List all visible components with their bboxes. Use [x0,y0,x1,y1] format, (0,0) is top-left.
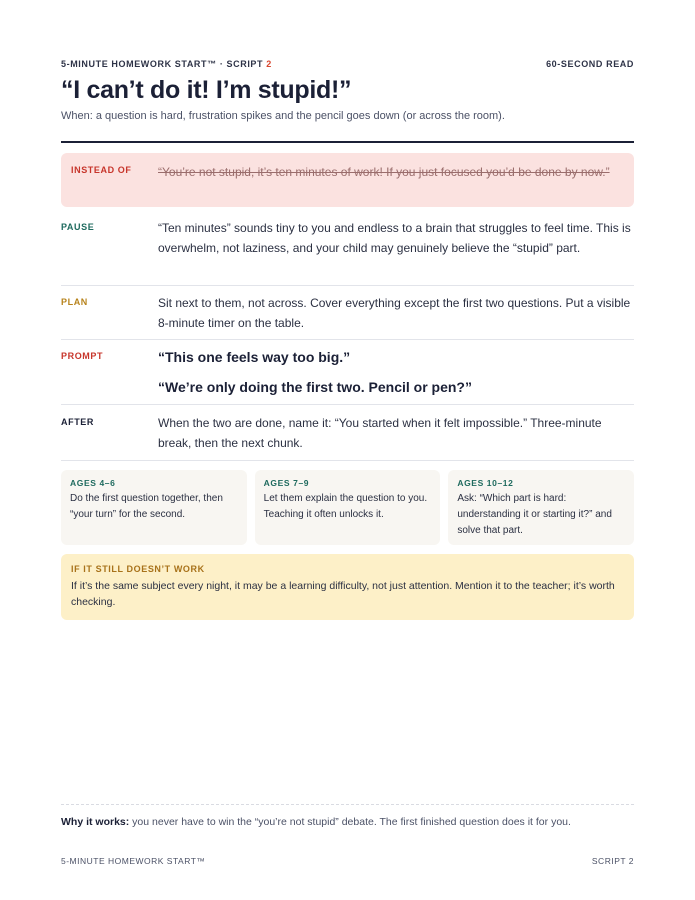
why-it-works [61,816,571,828]
instead-of-text: “You’re not stupid, it’s ten minutes of work! If you just focused you’d be done by now.” [158,165,610,179]
still-text: If it’s the same subject every night, it may be a learning difficulty, not just attention. Mention it to the teacher; it’s worth checking. [71,580,615,608]
footer-divider [61,804,634,805]
title-divider [61,141,634,143]
page-footer [61,856,634,866]
header-bar [61,59,634,69]
age-text: Do the first question together, then “your turn” for the second. [70,493,223,520]
series-text: 5-MINUTE HOMEWORK START™ · SCRIPT [61,59,267,69]
age-title: AGES 7–9 [263,478,310,488]
step-text: “Ten minutes” sounds tiny to you and endless to a brain that struggles to feel time. This is overwhelm, not laziness, and your child may genuinely believe the “stupid” part. [158,221,631,255]
series-label [61,59,272,69]
age-text: Let them explain the question to you. Teaching it often unlocks it. [263,493,428,520]
step-prompt [61,340,634,405]
instead-of-label: INSTEAD OF [71,165,132,175]
step-label: PROMPT [61,351,104,361]
step-label: PLAN [61,297,88,307]
step-label: PAUSE [61,222,95,232]
step-label: AFTER [61,417,94,427]
step-text: When the two are done, name it: “You started when it felt impossible.” Three-minute break, then the next chunk. [158,416,602,450]
age-text: Ask: “Which part is hard: understanding it or starting it?” and solve that part. [457,493,612,536]
age-card [448,470,634,545]
age-card [255,470,441,545]
why-label: Why it works: [61,816,130,828]
step-after [61,405,634,461]
read-time: 60-SECOND READ [546,59,634,69]
why-text: you never have to win the “you’re not stupid” debate. The first finished question does it for you. [129,816,571,828]
age-card [61,470,247,545]
age-cards [61,470,634,545]
instead-of-box [61,153,634,207]
step-pause [61,207,634,286]
still-doesnt-work-box [61,554,634,620]
prompt-line: “This one feels way too big.” [158,349,351,365]
step-plan [61,286,634,340]
page-title: “I can’t do it! I’m stupid!” [61,76,352,104]
age-title: AGES 10–12 [457,478,514,488]
script-number: 2 [266,59,272,69]
step-text: Sit next to them, not across. Cover everything except the first two questions. Put a visible 8-minute timer on the table. [158,296,631,330]
age-title: AGES 4–6 [70,478,116,488]
script-page [61,0,634,900]
prompt-line: “We’re only doing the first two. Pencil or pen?” [158,379,472,395]
still-label: IF IT STILL DOESN’T WORK [71,564,205,574]
page-subtitle: When: a question is hard, frustration spikes and the pencil goes down (or across the room). [61,110,505,122]
footer-script: SCRIPT 2 [591,856,634,866]
footer-series: 5-MINUTE HOMEWORK START™ [61,856,206,866]
prompt-lines [158,347,634,397]
